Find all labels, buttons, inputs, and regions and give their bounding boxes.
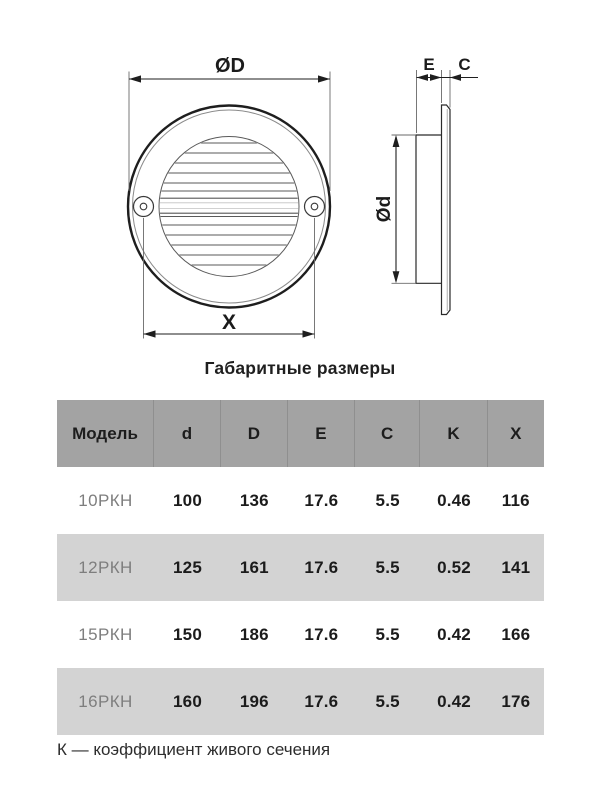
header-cell-d: d [154, 400, 221, 467]
table-header-row [57, 400, 544, 467]
model-cell: 12РКН [78, 557, 133, 577]
front-view-grille [128, 106, 330, 308]
value-cell: 0.46 [437, 490, 471, 510]
dimensions-table [57, 400, 544, 735]
header-cell-D: D [221, 400, 288, 467]
value-cell: 17.6 [304, 691, 339, 711]
value-cell: 5.5 [375, 490, 400, 510]
dimension-duct-diameter [374, 135, 416, 283]
coefficient-footnote: К — коэффициент живого сечения [57, 740, 331, 759]
table-row [57, 467, 544, 534]
value-cell: 116 [501, 490, 530, 510]
arrowhead-right-icon [318, 75, 330, 82]
arrowhead-left-icon [450, 74, 461, 81]
dim-label-flange: C [458, 55, 471, 74]
screw-hole-left [134, 197, 154, 217]
center-slat [156, 198, 302, 213]
screw-hole-right [305, 197, 325, 217]
value-cell: 5.5 [375, 624, 400, 644]
value-cell: 186 [239, 624, 269, 644]
value-cell: 0.42 [437, 624, 471, 644]
table-row [57, 668, 544, 735]
value-cell: 125 [173, 557, 202, 577]
value-cell: 5.5 [375, 557, 400, 577]
value-cell: 176 [501, 691, 531, 711]
dim-label-outer-diameter: ØD [215, 55, 245, 77]
arrowhead-right-icon [303, 330, 315, 337]
duct-collar [416, 135, 442, 283]
table-row [57, 601, 544, 668]
arrowhead-up-icon [393, 135, 400, 147]
arrowhead-down-icon [393, 271, 400, 283]
value-cell: 17.6 [304, 490, 339, 510]
dimension-drawing [0, 0, 600, 360]
dimension-outer-diameter [129, 55, 330, 191]
table-row [57, 534, 544, 601]
value-cell: 136 [239, 490, 269, 510]
value-cell: 0.42 [437, 691, 471, 711]
value-cell: 100 [173, 490, 202, 510]
value-cell: 17.6 [304, 624, 339, 644]
louver-slats [156, 143, 302, 265]
arrowhead-left-icon [417, 74, 429, 81]
value-cell: 17.6 [304, 557, 339, 577]
model-cell: 10РКН [78, 490, 133, 510]
value-cell: 141 [501, 557, 531, 577]
front-flange [442, 105, 451, 315]
dimension-hole-spacing [144, 218, 315, 339]
dim-label-depth: E [423, 55, 435, 74]
arrowhead-right-icon [430, 74, 442, 81]
arrowhead-left-icon [144, 330, 156, 337]
header-cell-model: Модель [57, 400, 154, 467]
value-cell: 150 [173, 624, 202, 644]
header-cell-K: K [420, 400, 487, 467]
side-view-profile [416, 105, 450, 315]
arrowhead-left-icon [129, 75, 141, 82]
header-cell-X: X [510, 423, 522, 443]
table-title: Габаритные размеры [204, 358, 396, 378]
header-cell-C: C [355, 400, 420, 467]
model-cell: 15РКН [78, 624, 133, 644]
value-cell: 160 [173, 691, 202, 711]
value-cell: 166 [501, 624, 531, 644]
value-cell: 5.5 [375, 691, 400, 711]
dim-label-hole-spacing: X [221, 311, 237, 334]
value-cell: 0.52 [437, 557, 471, 577]
dim-label-duct-diameter: Ød [374, 195, 395, 223]
model-cell: 16РКН [78, 691, 133, 711]
value-cell: 196 [239, 691, 269, 711]
value-cell: 161 [239, 557, 269, 577]
header-cell-E: E [288, 400, 355, 467]
